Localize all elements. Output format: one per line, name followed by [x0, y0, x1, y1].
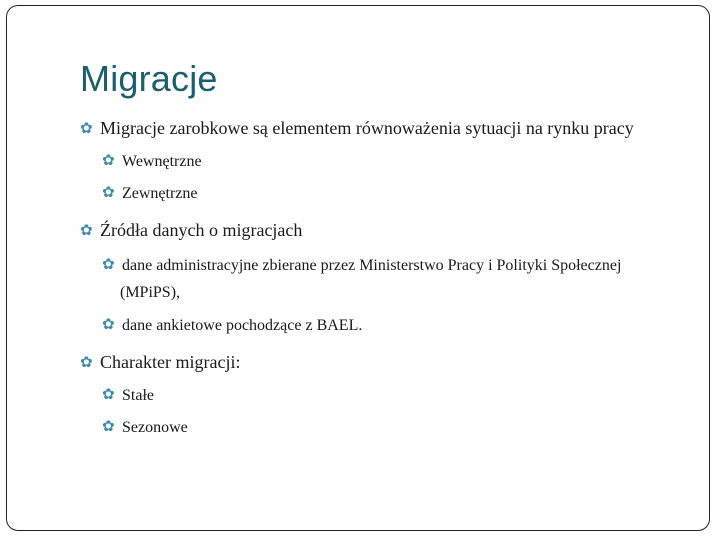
bullet-item-dane-ankietowe — [102, 316, 362, 335]
bullet-icon: ✿ — [102, 315, 115, 333]
bullet-text: Wewnętrzne — [122, 153, 202, 170]
bullet-icon: ✿ — [80, 221, 93, 239]
bullet-item-zewnetrzne — [102, 184, 198, 203]
bullet-text: Zewnętrzne — [122, 185, 198, 202]
bullet-icon: ✿ — [102, 255, 115, 273]
bullet-text: dane administracyjne zbierane przez Ministerstwo Pracy i Polityki Społecznej — [122, 257, 622, 274]
bullet-icon: ✿ — [102, 385, 115, 403]
bullet-text: Źródła danych o migracjach — [100, 220, 303, 240]
bullet-text: Stałe — [122, 387, 154, 404]
bullet-item-sezonowe — [102, 418, 188, 437]
bullet-item-migracje-zarobkowe — [80, 118, 634, 139]
bullet-item-dane-administracyjne — [102, 256, 621, 275]
bullet-text: Sezonowe — [122, 419, 188, 436]
bullet-icon: ✿ — [102, 417, 115, 435]
bullet-text: Charakter migracji: — [100, 352, 241, 372]
bullet-item-stale — [102, 386, 154, 405]
bullet-icon: ✿ — [102, 183, 115, 201]
bullet-item-wewnetrzne — [102, 152, 202, 171]
bullet-text-continuation: (MPiPS), — [120, 284, 181, 301]
bullet-text: Migracje zarobkowe są elementem równoważenia sytuacji na rynku pracy — [100, 118, 634, 138]
bullet-text: dane ankietowe pochodzące z BAEL. — [122, 317, 363, 334]
slide-title: Migracje — [80, 58, 218, 99]
bullet-icon: ✿ — [80, 353, 93, 371]
bullet-item-charakter-migracji — [80, 352, 240, 373]
bullet-icon: ✿ — [102, 151, 115, 169]
bullet-icon: ✿ — [80, 119, 93, 137]
bullet-item-zrodla-danych — [80, 220, 302, 241]
